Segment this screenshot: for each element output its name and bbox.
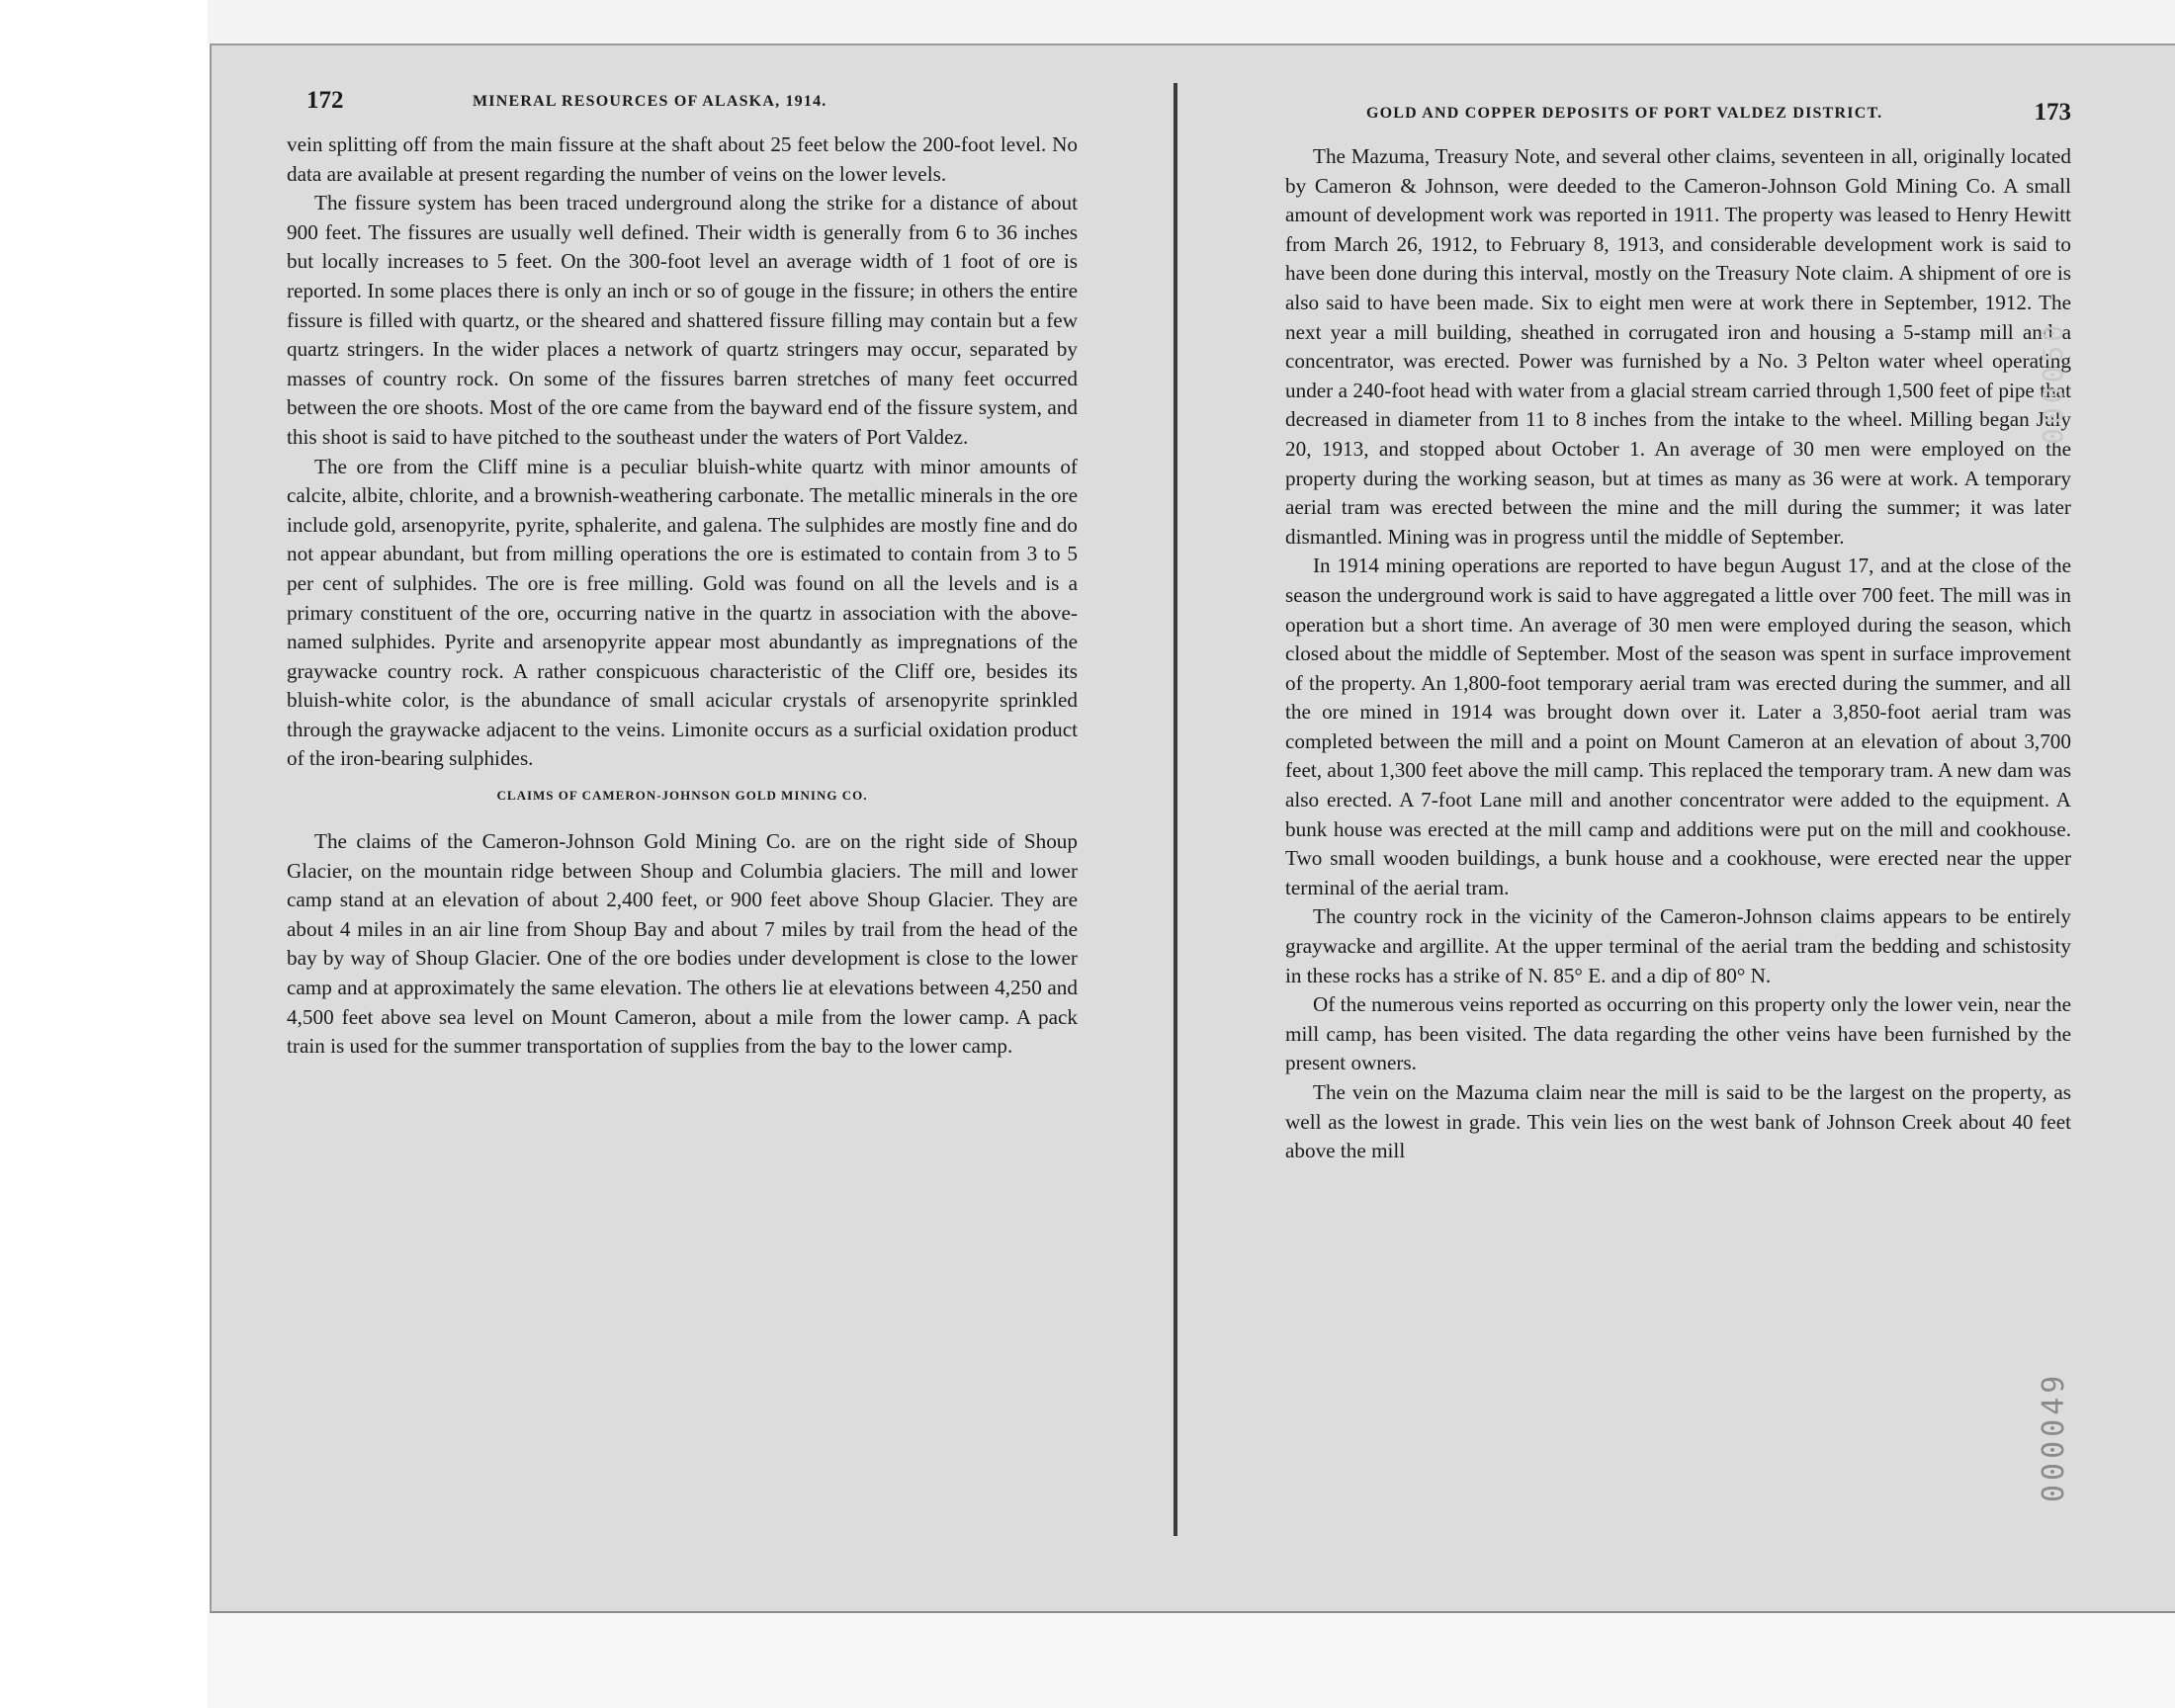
- right-page-header: [1285, 99, 2071, 142]
- section-title: CLAIMS OF CAMERON-JOHNSON GOLD MINING CO.: [496, 788, 868, 804]
- right-paragraph: The vein on the Mazuma claim near the mill is said to be the largest on the property, as well as the lowest in grade. This vein lies on the west bank of Johnson Creek about 40 feet above the mill: [1285, 1080, 2071, 1163]
- right-running-head: GOLD AND COPPER DEPOSITS OF PORT VALDEZ DISTRICT.: [1366, 105, 1883, 122]
- left-paragraph: The ore from the Cliff mine is a peculiar bluish-white quartz with minor amounts of calcite, albite, chlorite, and a brownish-weathering carbonate. The metallic minerals in the ore include gold, arsenopyrite, pyrite, sphalerite, and galena. The sulphides are mostly fine and do not appear abundant, but from milling operations the ore is estimated to contain from 3 to 5 per cent of sulphides. The ore is free milling. Gold was found on all the levels and is a primary constituent of the ore, occurring native in the quartz in association with the above-named sulphides. Pyrite and arsenopyrite appear most abundantly as impregnations of the graywacke country rock. A rather conspicuous characteristic of the Cliff ore, besides its bluish-white color, is the abundance of small acicular crystals of arsenopyrite sprinkled through the graywacke adjacent to the veins. Limonite occurs as a surficial oxidation product of the iron-bearing sulphides.: [287, 454, 1078, 771]
- right-paragraph: Of the numerous veins reported as occurring on this property only the lower vein, near the mill camp, has been visited. The data regarding the other veins have been furnished by the present owners.: [1285, 992, 2071, 1075]
- faint-page-stamp: 000050: [2037, 320, 2069, 445]
- left-page-header: [287, 87, 1078, 130]
- right-paragraph: The Mazuma, Treasury Note, and several other claims, seventeen in all, originally located by Cameron & Johnson, were deeded to the Cameron-Johnson Gold Mining Co. A small amount of development work was reported in 1911. The property was leased to Henry Hewitt from March 26, 1912, to February 8, 1913, and considerable development work is said to have been done during this interval, mostly on the Treasury Note claim. A shipment of ore is also said to have been made. Six to eight men were at work there in September, 1912. The next year a mill building, sheathed in corrugated iron and housing a 5-stamp mill and a concentrator, was erected. Power was furnished by a No. 3 Pelton water wheel operating under a 240-foot head with water from a glacial stream carried through 1,500 feet of pipe that decreased in diameter from 11 to 8 inches from the intake to the wheel. Milling began July 20, 1913, and stopped about October 1. An average of 30 men were employed on the property during the working season, but at times as many as 36 were at work. A temporary aerial tram was erected between the mine and the mill during the summer; it was later dismantled. Mining was in progress until the middle of September.: [1285, 144, 2071, 549]
- page-fold-line: [1174, 83, 1177, 1536]
- left-page: [287, 87, 1078, 1062]
- left-paragraph: vein splitting off from the main fissure at the shaft about 25 feet below the 200-foot level. No data are available at present regarding the number of veins on the lower levels.: [287, 132, 1078, 186]
- right-paragraph: The country rock in the vicinity of the Cameron-Johnson claims appears to be entirely graywacke and argillite. At the upper terminal of the aerial tram the bedding and schistosity in these rocks has a strike of N. 85° E. and a dip of 80° N.: [1285, 904, 2071, 987]
- left-section-paragraph: The claims of the Cameron-Johnson Gold Mining Co. are on the right side of Shoup Glacier, on the mountain ridge between Shoup and Columbia glaciers. The mill and lower camp stand at an elevation of about 2,400 feet, or 900 feet above Shoup Glacier. They are about 4 miles in an air line from Shoup Bay and about 7 miles by trail from the head of the bay by way of Shoup Glacier. One of the ore bodies under development is close to the lower camp and at approximately the same elevation. The others lie at elevations between 4,250 and 4,500 feet above sea level on Mount Cameron, about a mile from the lower camp. A pack train is used for the summer transportation of supplies from the bay to the lower camp.: [287, 829, 1078, 1059]
- right-paragraph: In 1914 mining operations are reported to have begun August 17, and at the close of the season the underground work is said to have aggregated a little over 700 feet. The mill was in operation but a short time. An average of 30 men were employed during the season, which closed about the middle of September. Most of the season was spent in surface improvement of the property. An 1,800-foot temporary aerial tram was erected during the summer, and all the ore mined in 1914 was brought down over it. Later a 3,850-foot aerial tram was completed between the mill and a point on Mount Cameron at an elevation of about 3,700 feet, about 1,300 feet above the mill camp. This replaced the temporary tram. A new dam was also erected. A 7-foot Lane mill and another concentrator were added to the equipment. A bunk house was erected at the mill camp and additions were put on the mill and cookhouse. Two small wooden buildings, a bunk house and a cookhouse, were erected near the upper terminal of the aerial tram.: [1285, 554, 2071, 899]
- bottom-strip: [208, 1613, 2175, 1708]
- left-page-number: 172: [306, 87, 344, 114]
- left-running-head: MINERAL RESOURCES OF ALASKA, 1914.: [473, 93, 827, 110]
- right-page-number: 173: [2034, 99, 2071, 126]
- top-strip: [208, 0, 2175, 43]
- page-stamp: 000049: [2037, 1371, 2071, 1502]
- left-paragraph: The fissure system has been traced underground along the strike for a distance of about 900 feet. The fissures are usually well defined. Their width is generally from 6 to 36 inches but locally increases to 5 feet. On the 300-foot level an average width of 1 foot of ore is reported. In some places there is only an inch or so of gouge in the fissure; in others the entire fissure is filled with quartz, or the sheared and shattered fissure filling may contain but a few quartz stringers. In the wider places a network of quartz stringers may occur, separated by masses of country rock. On some of the fissures barren stretches of many feet occurred between the ore shoots. Most of the ore came from the bayward end of the fissure system, and this shoot is said to have pitched to the southeast under the waters of Port Valdez.: [287, 191, 1078, 449]
- left-margin: [0, 0, 208, 1708]
- right-page: [1285, 99, 2071, 1166]
